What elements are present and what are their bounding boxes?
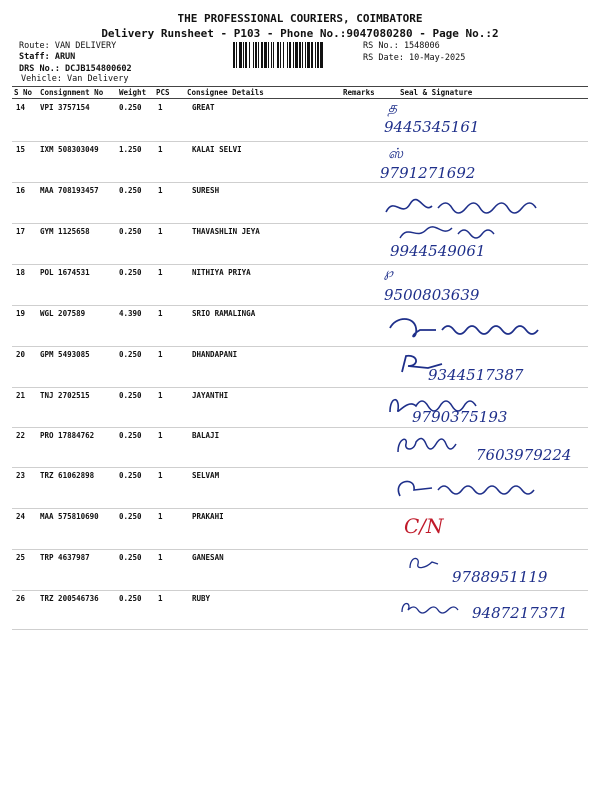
barcode-bar: [305, 42, 306, 68]
barcode-bar: [315, 42, 316, 68]
barcode-bar: [283, 42, 284, 68]
row-divider: [12, 346, 588, 347]
barcode-bar: [253, 42, 254, 68]
row-sno: 24: [16, 512, 26, 521]
signature-phone: 9500803639: [384, 286, 480, 304]
col-weight: Weight: [119, 88, 147, 97]
barcode-bar: [243, 42, 244, 68]
row-pcs: 1: [158, 553, 163, 562]
route-label: Route: VAN DELIVERY: [19, 41, 117, 51]
barcode-bar: [268, 42, 269, 68]
signature-scribble: [406, 554, 442, 572]
row-divider: [12, 264, 588, 265]
barcode-bar: [264, 42, 267, 68]
row-sno: 18: [16, 268, 26, 277]
row-pcs: 1: [158, 227, 163, 236]
col-sno: S No: [14, 88, 33, 97]
signature-mark: த: [388, 100, 398, 116]
row-consignee: PRAKAHI: [192, 512, 224, 521]
barcode-bar: [277, 42, 279, 68]
row-sno: 26: [16, 594, 26, 603]
row-sno: 16: [16, 186, 26, 195]
row-weight: 1.250: [119, 145, 142, 154]
col-remarks: Remarks: [343, 88, 375, 97]
signature-scribble: [396, 222, 506, 244]
row-pcs: 1: [158, 594, 163, 603]
barcode-bar: [287, 42, 288, 68]
signature-phone: 9487217371: [472, 604, 568, 622]
row-divider: [12, 590, 588, 591]
row-weight: 0.250: [119, 594, 142, 603]
barcode-bar: [245, 42, 247, 68]
signature-scribble: [398, 598, 460, 618]
signature-scribble: [386, 316, 576, 342]
row-divider: [12, 182, 588, 183]
barcode-bar: [289, 42, 291, 68]
col-consignment: Consignment No: [40, 88, 104, 97]
barcode-bar: [280, 42, 281, 68]
row-sno: 25: [16, 553, 26, 562]
row-pcs: 1: [158, 471, 163, 480]
row-pcs: 1: [158, 431, 163, 440]
row-weight: 0.250: [119, 186, 142, 195]
barcode-bar: [299, 42, 301, 68]
row-consignee: NITHIYA PRIYA: [192, 268, 251, 277]
barcode-bar: [261, 42, 263, 68]
drs-label: DRS No.: DCJB154800602: [19, 64, 132, 74]
barcode-image: [231, 42, 356, 68]
header-rule-bottom: [12, 98, 588, 99]
row-weight: 0.250: [119, 350, 142, 359]
row-weight: 0.250: [119, 553, 142, 562]
signature-phone: 9788951119: [452, 568, 548, 586]
barcode-bar: [236, 42, 237, 68]
signature-phone: 9791271692: [380, 164, 476, 182]
barcode-bar: [302, 42, 303, 68]
signature-scribble: [392, 476, 552, 502]
row-weight: 0.250: [119, 227, 142, 236]
row-consignment-no: POL 1674531: [40, 268, 90, 277]
row-divider: [12, 629, 588, 630]
row-weight: 0.250: [119, 512, 142, 521]
row-pcs: 1: [158, 145, 163, 154]
row-consignment-no: TRZ 61062898: [40, 471, 95, 480]
row-weight: 0.250: [119, 268, 142, 277]
col-seal-signature: Seal & Signature: [400, 88, 473, 97]
signature-phone: 9445345161: [384, 118, 480, 136]
row-sno: 21: [16, 391, 26, 400]
row-consignee: SELVAM: [192, 471, 220, 480]
company-title: THE PROFESSIONAL COURIERS, COIMBATORE: [177, 12, 423, 25]
row-consignee: JAYANTHI: [192, 391, 229, 400]
signature-mark: C/N: [404, 514, 444, 538]
row-sno: 15: [16, 145, 26, 154]
barcode-bar: [239, 42, 242, 68]
row-consignee: BALAJI: [192, 431, 220, 440]
signature-phone: 9344517387: [428, 366, 524, 384]
rs-date: RS Date: 10-May-2025: [363, 53, 466, 63]
row-weight: 0.250: [119, 103, 142, 112]
row-weight: 0.250: [119, 471, 142, 480]
barcode-bar: [258, 42, 259, 68]
header-rule-top: [12, 86, 588, 87]
col-pcs: PCS: [156, 88, 170, 97]
row-consignment-no: GYM 1125658: [40, 227, 90, 236]
row-consignment-no: PRO 17884762: [40, 431, 95, 440]
row-consignee: KALAI SELVI: [192, 145, 242, 154]
signature-mark: ஸ்: [388, 146, 404, 162]
signature-phone: 7603979224: [476, 446, 572, 464]
row-consignment-no: GPM 5493085: [40, 350, 90, 359]
row-consignment-no: MAA 575810690: [40, 512, 99, 521]
signature-scribble: [380, 192, 570, 222]
row-divider: [12, 305, 588, 306]
row-divider: [12, 141, 588, 142]
row-divider: [12, 467, 588, 468]
staff-label: Staff: ARUN: [19, 52, 76, 62]
row-consignment-no: TRZ 200546736: [40, 594, 99, 603]
row-sno: 19: [16, 309, 26, 318]
row-pcs: 1: [158, 103, 163, 112]
runsheet-title: Delivery Runsheet - P103 - Phone No.:9047080280 - Page No.:2: [101, 27, 499, 40]
row-divider: [12, 508, 588, 509]
row-consignee: SURESH: [192, 186, 220, 195]
signature-scribble: [394, 434, 464, 456]
row-consignee: GANESAN: [192, 553, 224, 562]
row-pcs: 1: [158, 512, 163, 521]
row-consignee: THAVASHLIN JEYA: [192, 227, 260, 236]
row-pcs: 1: [158, 309, 163, 318]
barcode-bar: [271, 42, 272, 68]
barcode-bar: [255, 42, 257, 68]
barcode-bar: [307, 42, 310, 68]
row-consignment-no: TRP 4637987: [40, 553, 90, 562]
barcode-bar: [273, 42, 274, 68]
row-consignee: DHANDAPANI: [192, 350, 238, 359]
rs-number: RS No.: 1548006: [363, 41, 440, 51]
barcode-bar: [293, 42, 294, 68]
row-pcs: 1: [158, 268, 163, 277]
row-consignment-no: IXM 508303049: [40, 145, 99, 154]
row-consignee: RUBY: [192, 594, 211, 603]
barcode-bar: [311, 42, 313, 68]
barcode-bar: [320, 42, 323, 68]
vehicle-label: Vehicle: Van Delivery: [21, 74, 129, 84]
barcode-bar: [233, 42, 235, 68]
barcode-bar: [317, 42, 319, 68]
row-consignment-no: VPI 3757154: [40, 103, 90, 112]
row-divider: [12, 549, 588, 550]
row-consignment-no: TNJ 2702515: [40, 391, 90, 400]
row-consignee: GREAT: [192, 103, 215, 112]
row-sno: 23: [16, 471, 26, 480]
signature-phone: 9790375193: [412, 408, 508, 426]
row-pcs: 1: [158, 350, 163, 359]
row-sno: 17: [16, 227, 26, 236]
row-consignment-no: WGL 207589: [40, 309, 86, 318]
signature-mark: ℘: [384, 266, 394, 281]
barcode-bar: [249, 42, 250, 68]
row-pcs: 1: [158, 186, 163, 195]
row-sno: 14: [16, 103, 26, 112]
row-weight: 0.250: [119, 391, 142, 400]
row-sno: 22: [16, 431, 26, 440]
row-sno: 20: [16, 350, 26, 359]
barcode-bar: [295, 42, 298, 68]
row-weight: 4.390: [119, 309, 142, 318]
row-divider: [12, 427, 588, 428]
row-consignment-no: MAA 708193457: [40, 186, 99, 195]
signature-phone: 9944549061: [390, 242, 486, 260]
row-weight: 0.250: [119, 431, 142, 440]
row-pcs: 1: [158, 391, 163, 400]
row-consignee: SRIO RAMALINGA: [192, 309, 256, 318]
row-divider: [12, 387, 588, 388]
col-consignee: Consignee Details: [187, 88, 264, 97]
